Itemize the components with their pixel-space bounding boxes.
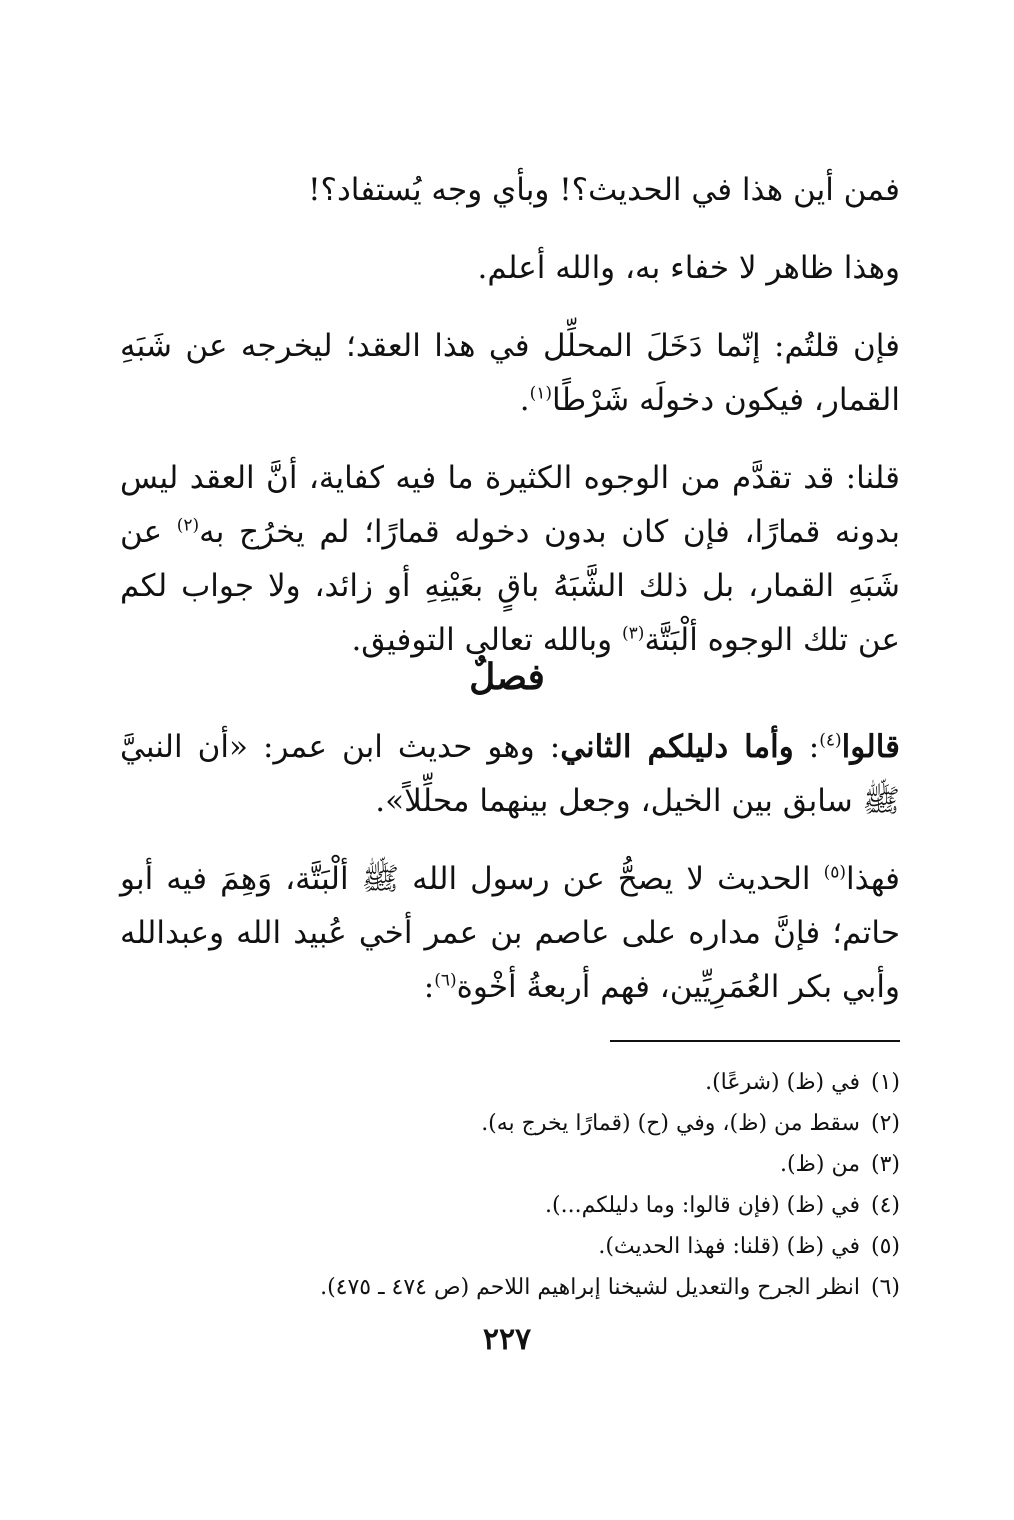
paragraph-4-text-c: وبالله تعالى التوفيق.: [351, 622, 623, 658]
footnote-number: (٤): [870, 1193, 900, 1218]
paragraph-5: [120, 720, 900, 828]
footnote-4: [200, 1185, 900, 1226]
paragraph-5-colon: :: [793, 729, 820, 765]
footnote-number: (٢): [870, 1111, 900, 1136]
footnote-ref-6: (٦): [434, 970, 457, 991]
footnote-ref-5: (٥): [823, 862, 846, 883]
paragraph-2: [120, 241, 900, 295]
page-number: ٢٢٧: [482, 1322, 532, 1357]
footnote-text: من (ظ).: [779, 1152, 860, 1177]
footnote-number: (١): [870, 1070, 900, 1095]
footnote-text: في (ظ) (فإن قالوا: وما دليلكم...).: [545, 1193, 860, 1218]
footnote-1: [200, 1062, 900, 1103]
paragraph-4-text-b: عن شَبَهِ القمار، بل ذلك الشَّبَهُ باقٍ بعَيْنِهِ أو زائد، ولا جواب لكم عن تلك الوجوه ألْبَتَّة: [120, 514, 900, 658]
footnote-ref-1: (١): [529, 383, 553, 404]
footnote-text: سقط من (ظ)، وفي (ح) (قمارًا يخرج به).: [481, 1111, 860, 1136]
paragraph-6-text-a: فهذا: [846, 861, 900, 897]
footnote-2: [200, 1103, 900, 1144]
paragraph-4-text-a: قلنا: قد تقدَّم من الوجوه الكثيرة ما فيه كفاية، أنَّ العقد ليس بدونه قمارًا، فإن كان بدون دخوله قمارًا؛ لم يخرُج به: [120, 460, 900, 550]
footnote-5: [200, 1226, 900, 1267]
footnote-text: في (ظ) (شرعًا).: [705, 1070, 860, 1095]
paragraph-6-text-b: الحديث لا يصحُّ عن رسول الله ﷺ ألْبَتَّة، وَهِمَ فيه أبو حاتم؛ فإنَّ مداره على عاصم بن عمر أخي عُبيد الله وعبدالله وأبي بكر العُمَرِيِّين، فهم أربعةُ أخْوة: [120, 861, 900, 1005]
paragraph-1-text: فمن أين هذا في الحديث؟! وبأي وجه يُستفاد؟!: [308, 172, 900, 208]
paragraph-5-rest: : وهو حديث ابن عمر: «أن النبيَّ ﷺ سابق بين الخيل، وجعل بينهما محلِّلاً».: [120, 729, 900, 819]
footnote-6: [200, 1267, 900, 1308]
footnote-separator: [610, 1040, 900, 1042]
paragraph-3: [120, 319, 900, 427]
paragraph-6-text-c: :: [423, 969, 435, 1005]
paragraph-5-bold: وأما دليلكم الثاني: [560, 729, 794, 765]
body-text-lower: [120, 720, 900, 1014]
paragraph-4: [120, 451, 900, 667]
footnote-text: في (ظ) (قلنا: فهذا الحديث).: [598, 1234, 860, 1259]
footnote-ref-4: (٤): [819, 730, 842, 751]
paragraph-6: [120, 852, 900, 1014]
body-text-upper: [120, 163, 900, 667]
footnote-ref-3: (٣): [622, 623, 645, 644]
footnote-text: انظر الجرح والتعديل لشيخنا إبراهيم اللاحم (ص ٤٧٤ ـ ٤٧٥).: [320, 1275, 860, 1300]
paragraph-3-end: .: [519, 382, 530, 418]
footnotes: [200, 1062, 900, 1308]
paragraph-5-lead: قالوا: [841, 729, 900, 765]
footnote-number: (٥): [870, 1234, 900, 1259]
paragraph-3-text: فإن قلتُم: إنّما دَخَلَ المحلِّل في هذا العقد؛ ليخرجه عن شَبَهِ القمار، فيكون دخولَه شَرْطًا: [120, 328, 900, 418]
footnote-number: (٣): [870, 1152, 900, 1177]
paragraph-1: [120, 163, 900, 217]
footnote-number: (٦): [870, 1275, 900, 1300]
footnote-ref-2: (٢): [176, 515, 200, 536]
footnote-3: [200, 1144, 900, 1185]
section-heading: فصلٌ: [469, 656, 545, 698]
paragraph-2-text: وهذا ظاهر لا خفاء به، والله أعلم.: [477, 250, 900, 286]
